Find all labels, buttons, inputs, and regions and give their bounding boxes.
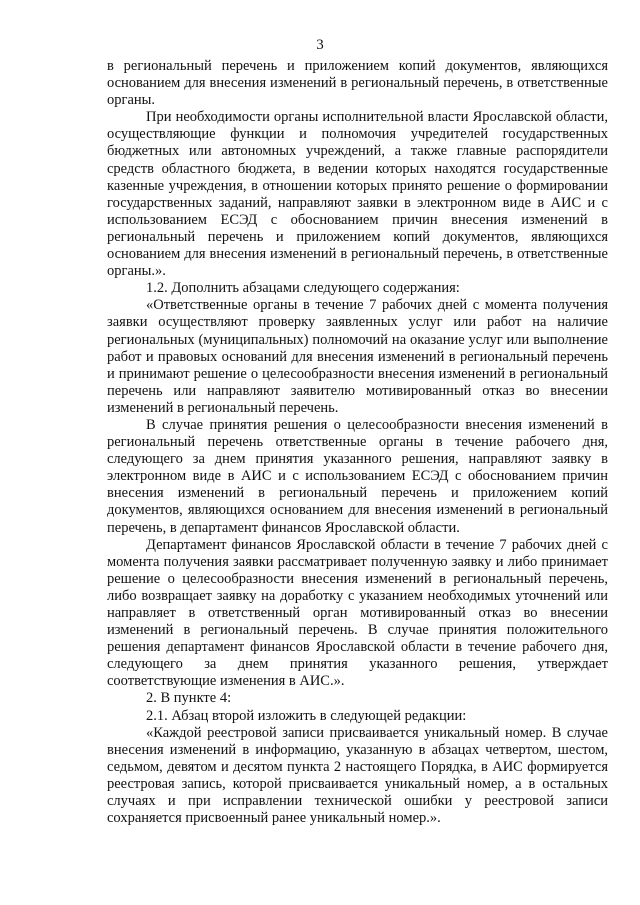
paragraph-continuation: в региональный перечень и приложением копий документов, являющихся основанием для внесения изменений в региональный перечень, в ответственные органы. (107, 58, 608, 109)
paragraph-item-2: 2. В пункте 4: (146, 690, 232, 707)
paragraph-item-2-1: 2.1. Абзац второй изложить в следующей редакции: (146, 707, 467, 724)
paragraph-executive-bodies: При необходимости органы исполнительной власти Ярославской области, осуществляющие функции и полномочия учредителей государственных бюджетных или автономных учреждений, а также главные распорядители средств областного бюджета, в ведении которых находятся государственные казенные учреждения, в отношении которых принято решение о формировании государственных заданий, направляют заявки в электронном виде в АИС и с использованием ЕСЭД с обоснованием причин внесения изменений в региональный перечень и приложением копий документов, являющихся основанием для внесения изменений в региональный перечень, в ответственные органы.». (107, 109, 608, 280)
document-body (107, 58, 608, 827)
paragraph-responsible-bodies-check: «Ответственные органы в течение 7 рабочих дней с момента получения заявки осуществляют проверку заявленных услуг или работ на наличие региональных (муниципальных) полномочий на оказание услуг или выполнение работ и правовых оснований для внесения изменений в региональный перечень и принимают решение о целесообразности внесения изменений в региональный перечень или направляют заявителю мотивированный отказ во внесении изменений в региональный перечень. (107, 297, 608, 416)
paragraph-expediency-decision: В случае принятия решения о целесообразности внесения изменений в региональный перечень ответственные органы в течение рабочего дня, следующего за днем принятия указанного решения, направляют заявку в электронном виде в АИС и с использованием ЕСЭД с обоснованием причин внесения изменений в региональный перечень и приложением копий документов, являющихся основанием для внесения изменений в региональный перечень, в департамент финансов Ярославской области. (107, 416, 608, 536)
page-number: 3 (316, 37, 324, 53)
paragraph-finance-department: Департамент финансов Ярославской области в течение 7 рабочих дней с момента получения заявки рассматривает полученную заявку и либо принимает решение о целесообразности внесения изменений в региональный перечень, либо возвращает заявку на доработку с указанием необходимых уточнений или направляет в ответственный орган мотивированный отказ во внесении изменений в региональный перечень. В случае принятия положительного решения департамент финансов Ярославской области в течение рабочего дня, следующего за днем принятия указанного решения, утверждает соответствующие изменения в АИС.». (107, 536, 608, 690)
paragraph-registry-number: «Каждой реестровой записи присваивается уникальный номер. В случае внесения изменений в информацию, указанную в абзацах четвертом, шестом, седьмом, девятом и десятом пункта 2 настоящего Порядка, в АИС формируется реестровая запись, которой присваивается уникальный номер, а в остальных случаях и при исправлении технической ошибки у реестровой записи сохраняется присвоенный ранее уникальный номер.». (107, 724, 608, 827)
paragraph-item-1-2: 1.2. Дополнить абзацами следующего содержания: (146, 280, 460, 297)
